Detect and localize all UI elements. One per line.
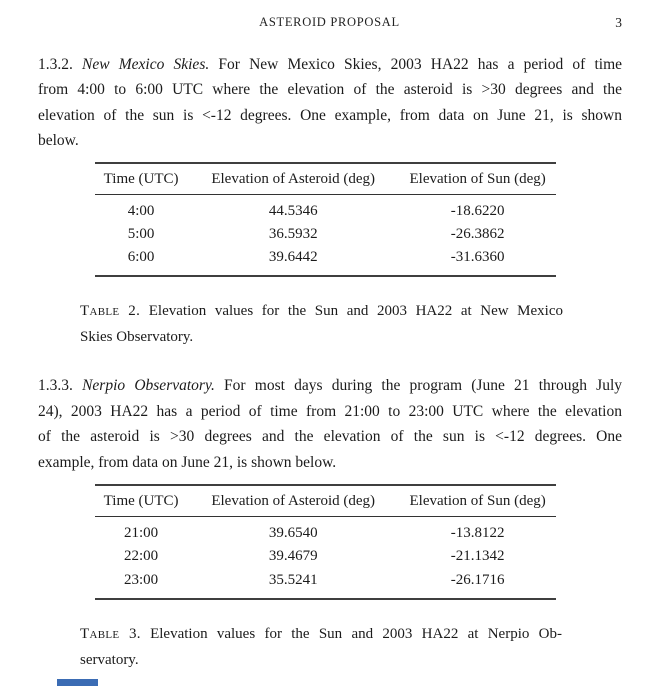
cell-asteroid-elevation: 35.5241	[268, 571, 318, 588]
cell-asteroid-elevation: 36.5932	[268, 226, 318, 242]
paragraph-text: For most days during the program (June 21 through July	[224, 377, 622, 395]
cell-sun-elevation: -18.6220	[450, 202, 505, 219]
paragraph-line: example, from data on June 21, is shown below.	[38, 453, 337, 471]
column-header-time: Time (UTC)	[95, 163, 187, 195]
paragraph-line: below.	[38, 132, 79, 150]
cell-sun-elevation: -13.8122	[450, 525, 505, 541]
cell-sun-elevation: -26.3862	[450, 226, 505, 242]
elevation-table-new-mexico	[95, 162, 556, 278]
cell-asteroid-elevation: 39.6442	[268, 249, 318, 266]
section-1-3-3-paragraph	[38, 373, 622, 475]
caption-line	[80, 298, 563, 324]
section-title: New Mexico Skies.	[82, 56, 210, 73]
cell-sun-elevation: -21.1342	[450, 548, 505, 565]
table-row	[95, 194, 556, 223]
column-header-time: Time (UTC)	[95, 485, 187, 517]
column-header-sun-elevation: Elevation of Sun (deg)	[399, 163, 556, 195]
paragraph-line	[38, 373, 622, 398]
caption-text: Elevation values for the Sun and 2003 HA22 at Nerpio Ob-	[150, 625, 562, 642]
table-row	[95, 517, 556, 546]
cell-time: 21:00	[124, 525, 159, 541]
cell-time: 23:00	[124, 571, 159, 588]
cell-asteroid-elevation: 39.6540	[268, 525, 318, 541]
paragraph-line: from 4:00 to 6:00 UTC where the elevation of the asteroid is >30 degrees and the	[38, 81, 622, 99]
paragraph-line: 24), 2003 HA22 has a period of time from 21:00 to 23:00 UTC where the elevation	[38, 402, 622, 420]
table-row	[95, 569, 556, 599]
cell-asteroid-elevation: 44.5346	[268, 202, 318, 219]
paragraph-line: of the asteroid is >30 degrees and the elevation of the sun is <-12 degrees. One	[38, 428, 622, 446]
elevation-table-nerpio	[95, 484, 556, 600]
table-row	[95, 545, 556, 568]
paragraph-text: For New Mexico Skies, 2003 HA22 has a period of time	[218, 56, 623, 73]
table-row	[95, 246, 556, 276]
section-number: 1.3.2.	[38, 56, 73, 73]
table-row	[95, 223, 556, 246]
bottom-blue-highlight-bar	[57, 679, 98, 686]
section-title: Nerpio Observatory.	[82, 377, 215, 395]
caption-label: Table 3.	[80, 625, 141, 642]
running-head	[0, 15, 659, 31]
page-number: 3	[615, 15, 622, 30]
caption-line: servatory.	[80, 651, 139, 668]
paragraph-line	[38, 52, 622, 77]
caption-line: Skies Observatory.	[80, 329, 194, 346]
caption-text: Elevation values for the Sun and 2003 HA22 at New Mexico	[148, 303, 564, 320]
section-number: 1.3.3.	[38, 377, 73, 395]
column-header-sun-elevation: Elevation of Sun (deg)	[399, 485, 556, 517]
cell-asteroid-elevation: 39.4679	[268, 548, 318, 565]
cell-sun-elevation: -26.1716	[450, 571, 505, 588]
caption-label: Table 2.	[80, 303, 141, 320]
column-header-asteroid-elevation: Elevation of Asteroid (deg)	[187, 163, 399, 195]
table-header-row	[95, 485, 556, 517]
table-3-caption	[80, 621, 562, 673]
column-header-asteroid-elevation: Elevation of Asteroid (deg)	[187, 485, 399, 517]
cell-time: 4:00	[127, 202, 155, 219]
cell-time: 22:00	[124, 548, 159, 565]
section-1-3-2-paragraph	[38, 52, 622, 154]
table-2-caption	[80, 298, 563, 350]
cell-time: 6:00	[127, 249, 155, 266]
running-head-title: ASTEROID PROPOSAL	[259, 15, 400, 29]
caption-line	[80, 621, 562, 647]
table-header-row	[95, 163, 556, 195]
paragraph-line: elevation of the sun is <-12 degrees. One example, from data on June 21, is shown	[38, 106, 622, 124]
cell-sun-elevation: -31.6360	[450, 249, 505, 266]
cell-time: 5:00	[127, 226, 155, 242]
